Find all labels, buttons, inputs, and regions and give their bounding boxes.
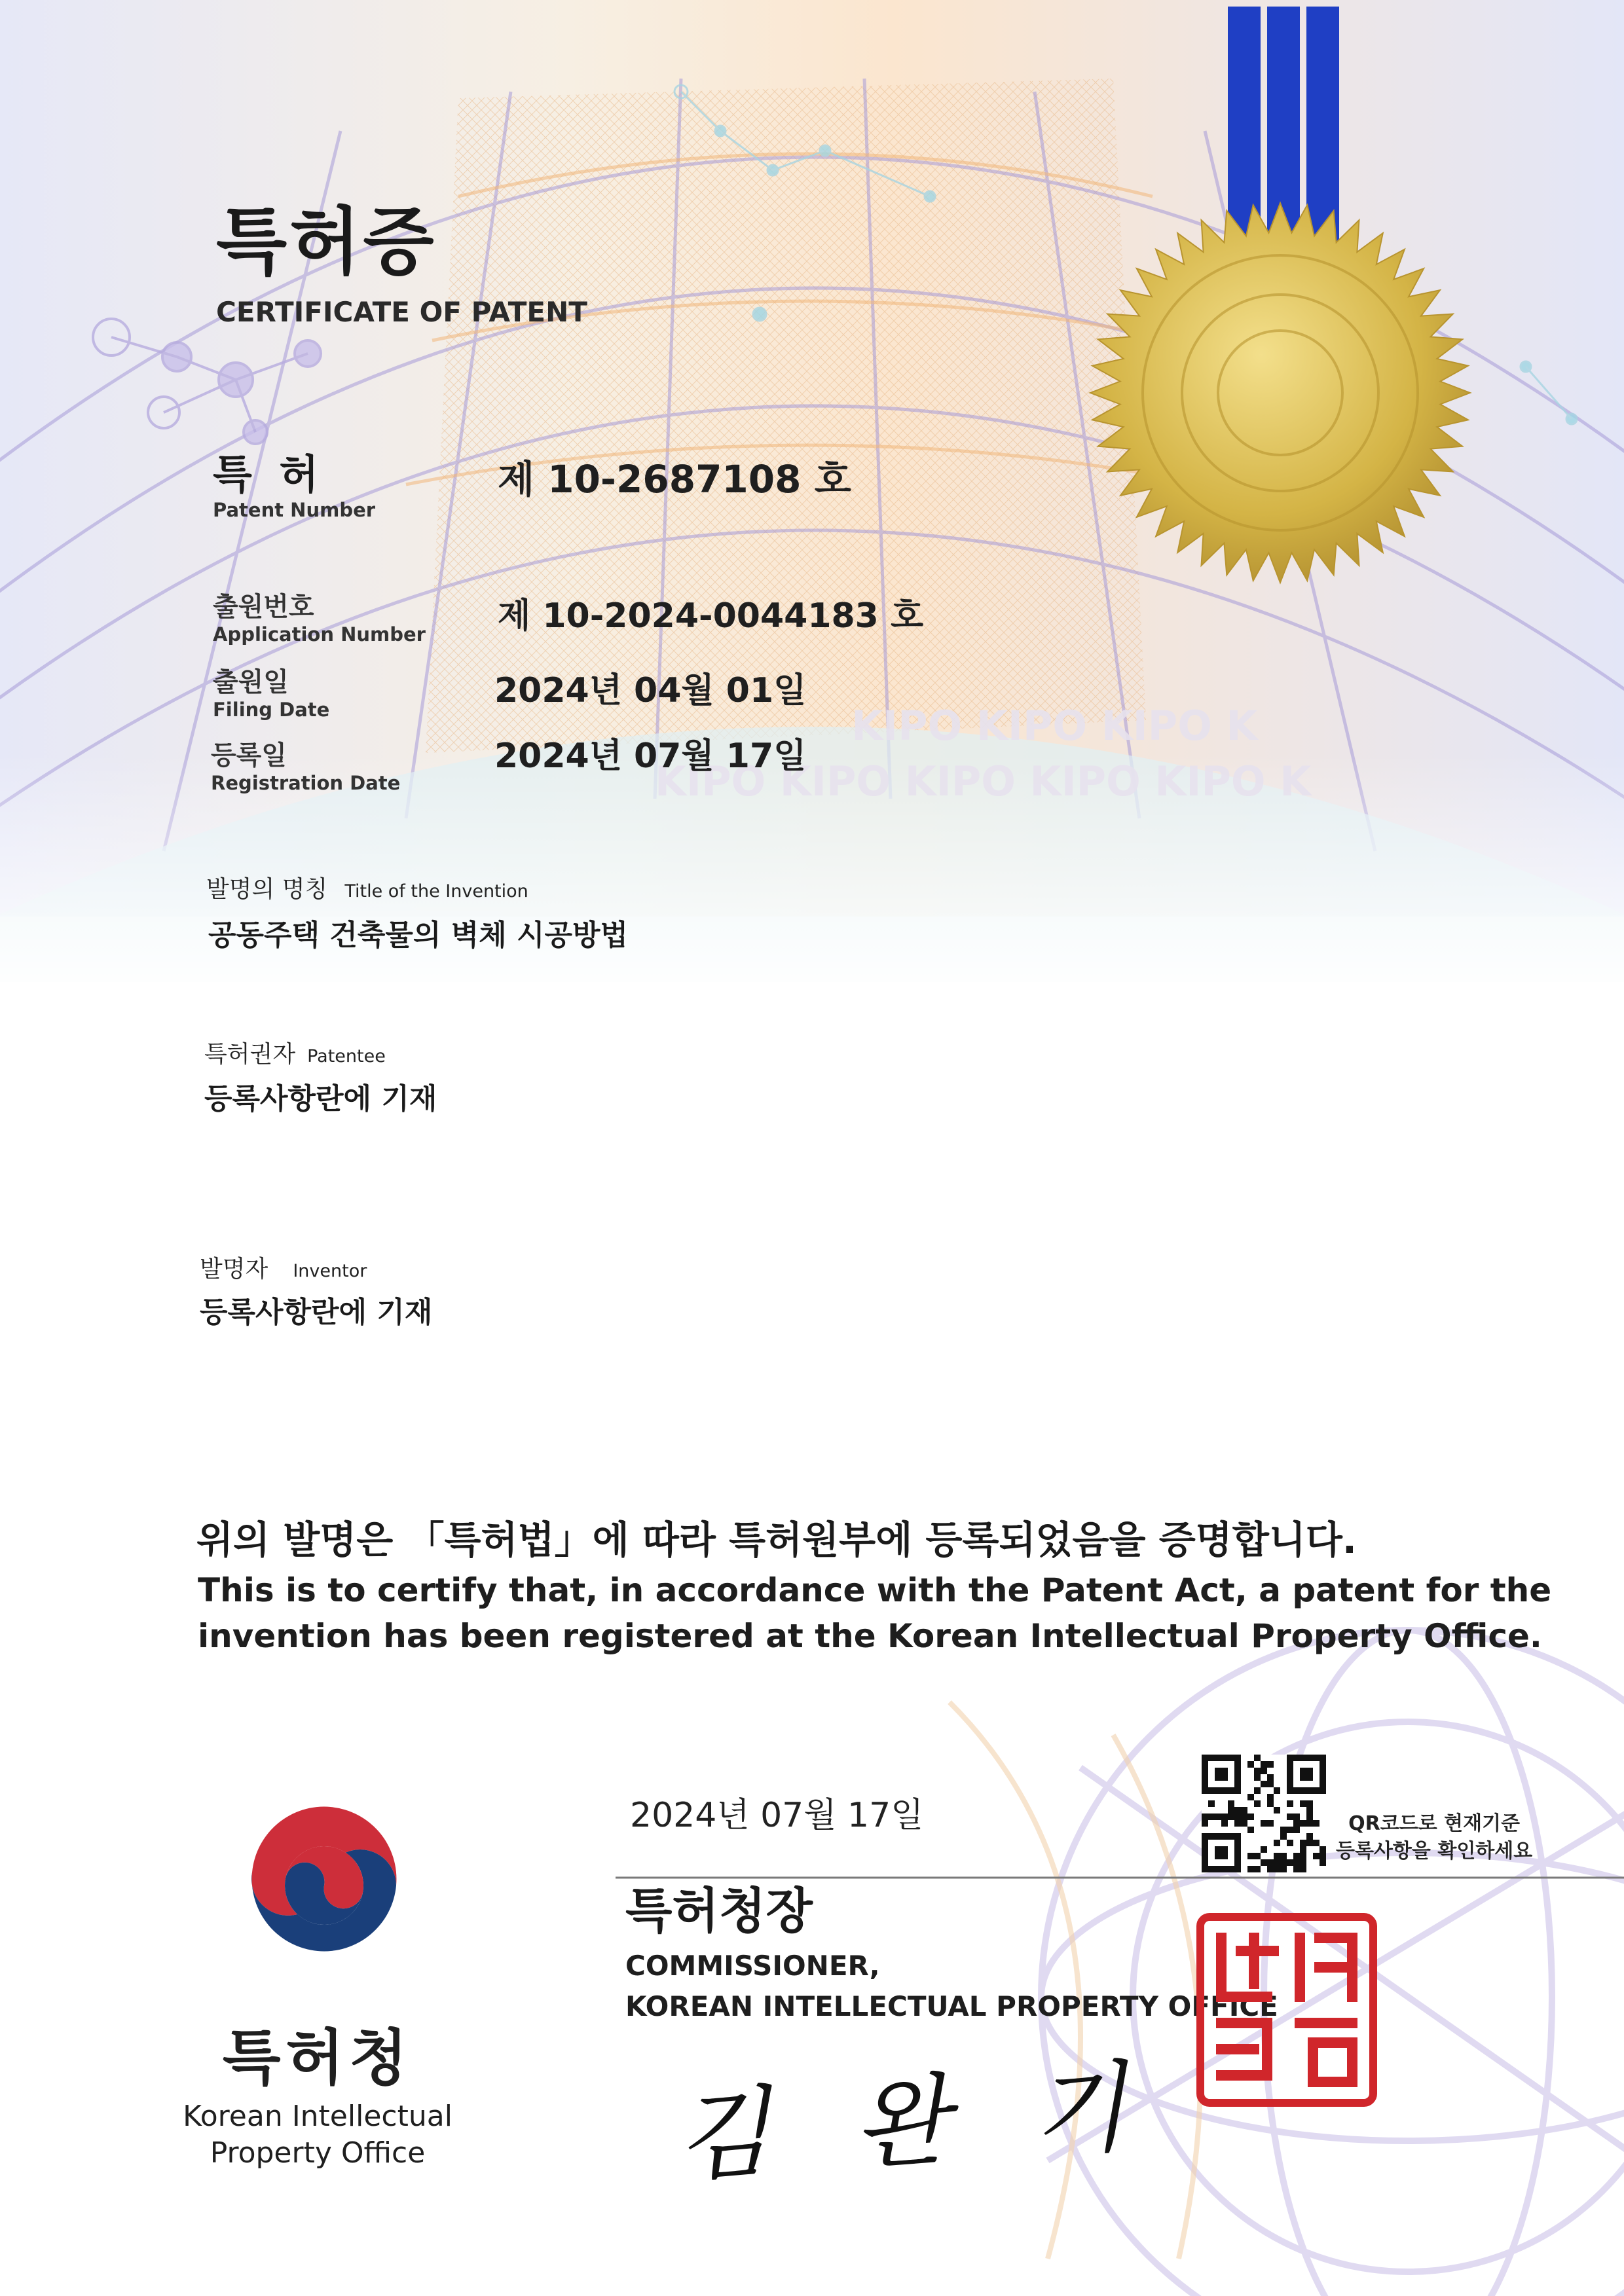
- commissioner-title-english: [625, 1946, 1278, 2027]
- office-name-korean: 특허청: [222, 2023, 413, 2093]
- filing-date-label-en: Filing Date: [213, 699, 330, 721]
- registration-date-label-ko: 등록일: [211, 740, 287, 771]
- commissioner-title-line2: KOREAN INTELLECTUAL PROPERTY OFFICE: [625, 1990, 1278, 2022]
- invention-title-label: [206, 871, 528, 904]
- application-number-label: [213, 586, 426, 646]
- certification-english-line1: This is to certify that, in accordance with the Patent Act, a patent for the: [198, 1571, 1552, 1609]
- application-number-label-en: Application Number: [213, 623, 426, 646]
- inventor-label: [200, 1250, 367, 1284]
- certification-english-line2: invention has been registered at the Korean Intellectual Property Office.: [198, 1617, 1542, 1655]
- svg-text:KIPO KIPO KIPO K: KIPO KIPO KIPO K: [851, 702, 1258, 750]
- qr-note: [1336, 1810, 1532, 1865]
- office-name-line1: Korean Intellectual: [183, 2100, 452, 2133]
- patentee-label: [204, 1036, 386, 1069]
- patent-number-label-ko: 특 허: [213, 450, 325, 498]
- office-name-english: [154, 2098, 481, 2172]
- qr-code[interactable]: [1202, 1755, 1326, 1872]
- patentee-label-ko: 특허권자: [204, 1041, 296, 1068]
- commissioner-title-korean: 특허청장: [625, 1883, 813, 1939]
- certification-korean: 위의 발명은 「특허법」에 따라 특허원부에 등록되었음을 증명합니다.: [196, 1518, 1357, 1562]
- filing-date-label: [213, 661, 329, 721]
- title-english: CERTIFICATE OF PATENT: [216, 296, 587, 328]
- patent-number-value: 제 10-2687108 호: [498, 457, 851, 501]
- registration-date-label-en: Registration Date: [211, 772, 401, 794]
- official-stamp: [1195, 1912, 1378, 2108]
- inventor-value: 등록사항란에 기재: [200, 1296, 433, 1329]
- application-number-label-ko: 출원번호: [213, 592, 314, 622]
- filing-date-label-ko: 출원일: [213, 667, 289, 697]
- office-name-line2: Property Office: [210, 2136, 426, 2170]
- invention-title-label-en: Title of the Invention: [344, 881, 528, 902]
- commissioner-title-line1: COMMISSIONER,: [625, 1950, 880, 1982]
- inventor-label-en: Inventor: [293, 1261, 367, 1281]
- inventor-label-ko: 발명자: [200, 1256, 268, 1283]
- filing-date-value: 2024년 04월 01일: [494, 671, 807, 710]
- registration-date-label: [211, 735, 400, 794]
- application-number-value: 제 10-2024-0044183 호: [498, 596, 924, 636]
- invention-title-label-ko: 발명의 명칭: [206, 876, 328, 903]
- invention-title-value: 공동주택 건축물의 벽체 시공방법: [208, 919, 629, 952]
- title-korean: 특허증: [216, 200, 437, 285]
- patent-number-label-en: Patent Number: [213, 499, 376, 521]
- qr-note-line2: 등록사항을 확인하세요: [1336, 1840, 1533, 1863]
- qr-note-line1: QR코드로 현재기준: [1348, 1812, 1521, 1835]
- issue-date: 2024년 07월 17일: [630, 1796, 924, 1835]
- patent-number-label: [213, 442, 375, 521]
- svg-text:KIPO KIPO KIPO KIPO KIPO K: KIPO KIPO KIPO KIPO KIPO K: [655, 757, 1312, 805]
- taegeuk-logo: [236, 1797, 413, 1974]
- commissioner-signature: 김 완 기: [671, 2049, 1157, 2196]
- patentee-value: 등록사항란에 기재: [204, 1082, 437, 1116]
- patentee-label-en: Patentee: [307, 1046, 386, 1066]
- registration-date-value: 2024년 07월 17일: [494, 737, 807, 776]
